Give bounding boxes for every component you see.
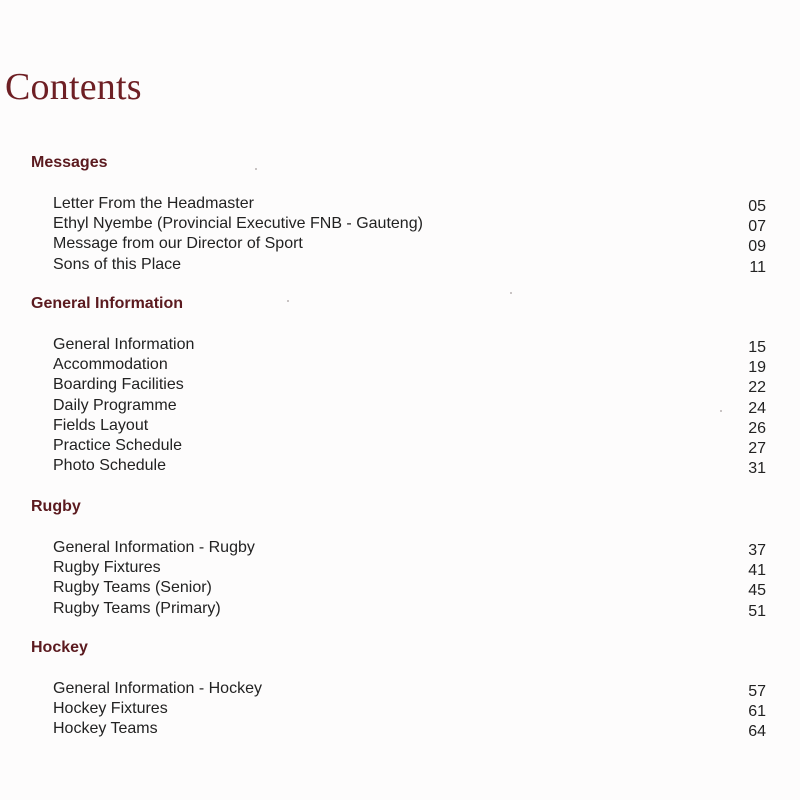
entry-page-number: 15 bbox=[748, 339, 766, 356]
toc-entry[interactable] bbox=[0, 599, 800, 619]
section-heading: General Information bbox=[31, 295, 184, 312]
entry-list bbox=[0, 335, 800, 476]
entry-title: General Information bbox=[53, 336, 195, 353]
entry-title: Ethyl Nyembe (Provincial Executive FNB - Gauteng) bbox=[53, 215, 423, 233]
entry-page-number: 31 bbox=[748, 460, 766, 478]
toc-entry[interactable] bbox=[0, 335, 800, 355]
entry-list bbox=[0, 679, 800, 740]
entry-title: Sons of this Place bbox=[53, 255, 182, 273]
toc-entry[interactable] bbox=[0, 456, 800, 476]
toc-entry[interactable] bbox=[0, 375, 800, 395]
entry-page-number: 24 bbox=[748, 399, 766, 417]
toc-entry[interactable] bbox=[0, 355, 800, 375]
entry-page-number: 27 bbox=[748, 439, 766, 457]
entry-title: Message from our Director of Sport bbox=[53, 235, 303, 253]
entry-title: General Information - Rugby bbox=[53, 539, 255, 556]
entry-title: Photo Schedule bbox=[53, 457, 166, 475]
entry-page-number: 64 bbox=[748, 723, 766, 741]
toc-entry[interactable] bbox=[0, 214, 800, 234]
entry-page-number: 45 bbox=[748, 582, 766, 600]
toc-entry[interactable] bbox=[0, 538, 800, 558]
toc-entry[interactable] bbox=[0, 578, 800, 598]
toc-entry[interactable] bbox=[0, 194, 800, 214]
entry-page-number: 09 bbox=[748, 238, 766, 256]
entry-title: Rugby Teams (Senior) bbox=[53, 579, 212, 597]
entry-title: Practice Schedule bbox=[53, 436, 182, 454]
entry-page-number: 26 bbox=[748, 419, 766, 437]
toc-entry[interactable] bbox=[0, 719, 800, 739]
entry-list bbox=[0, 194, 800, 275]
toc-entry[interactable] bbox=[0, 436, 800, 456]
entry-page-number: 11 bbox=[749, 258, 766, 276]
toc-entry[interactable] bbox=[0, 234, 800, 254]
entry-title: Accommodation bbox=[53, 356, 168, 374]
entry-page-number: 07 bbox=[748, 218, 766, 236]
scan-speck bbox=[510, 292, 512, 294]
entry-page-number: 61 bbox=[748, 703, 766, 721]
scan-speck bbox=[720, 410, 722, 412]
entry-page-number: 22 bbox=[748, 379, 766, 397]
entry-list bbox=[0, 538, 800, 619]
entry-title: Rugby Fixtures bbox=[53, 559, 161, 577]
section-heading: Rugby bbox=[31, 498, 81, 515]
section-heading: Messages bbox=[31, 154, 108, 171]
entry-page-number: 51 bbox=[748, 602, 766, 620]
section-heading: Hockey bbox=[31, 639, 88, 656]
entry-title: Daily Programme bbox=[53, 396, 177, 414]
entry-title: Hockey Teams bbox=[53, 720, 158, 738]
toc-entry[interactable] bbox=[0, 679, 800, 699]
scan-speck bbox=[255, 168, 257, 170]
entry-title: Letter From the Headmaster bbox=[53, 195, 254, 212]
toc-entry[interactable] bbox=[0, 558, 800, 578]
entry-title: Fields Layout bbox=[53, 416, 149, 434]
toc-entry[interactable] bbox=[0, 255, 800, 275]
entry-page-number: 37 bbox=[748, 542, 766, 559]
toc-entry[interactable] bbox=[0, 396, 800, 416]
entry-page-number: 57 bbox=[748, 683, 766, 700]
entry-page-number: 19 bbox=[748, 359, 766, 377]
entry-page-number: 05 bbox=[748, 198, 766, 215]
entry-title: Boarding Facilities bbox=[53, 376, 184, 394]
page-title: Contents bbox=[5, 66, 142, 108]
entry-title: Hockey Fixtures bbox=[53, 700, 168, 718]
entry-title: General Information - Hockey bbox=[53, 680, 262, 697]
toc-entry[interactable] bbox=[0, 416, 800, 436]
entry-title: Rugby Teams (Primary) bbox=[53, 599, 221, 617]
entry-page-number: 41 bbox=[748, 562, 766, 580]
scan-speck bbox=[287, 300, 289, 302]
toc-entry[interactable] bbox=[0, 699, 800, 719]
